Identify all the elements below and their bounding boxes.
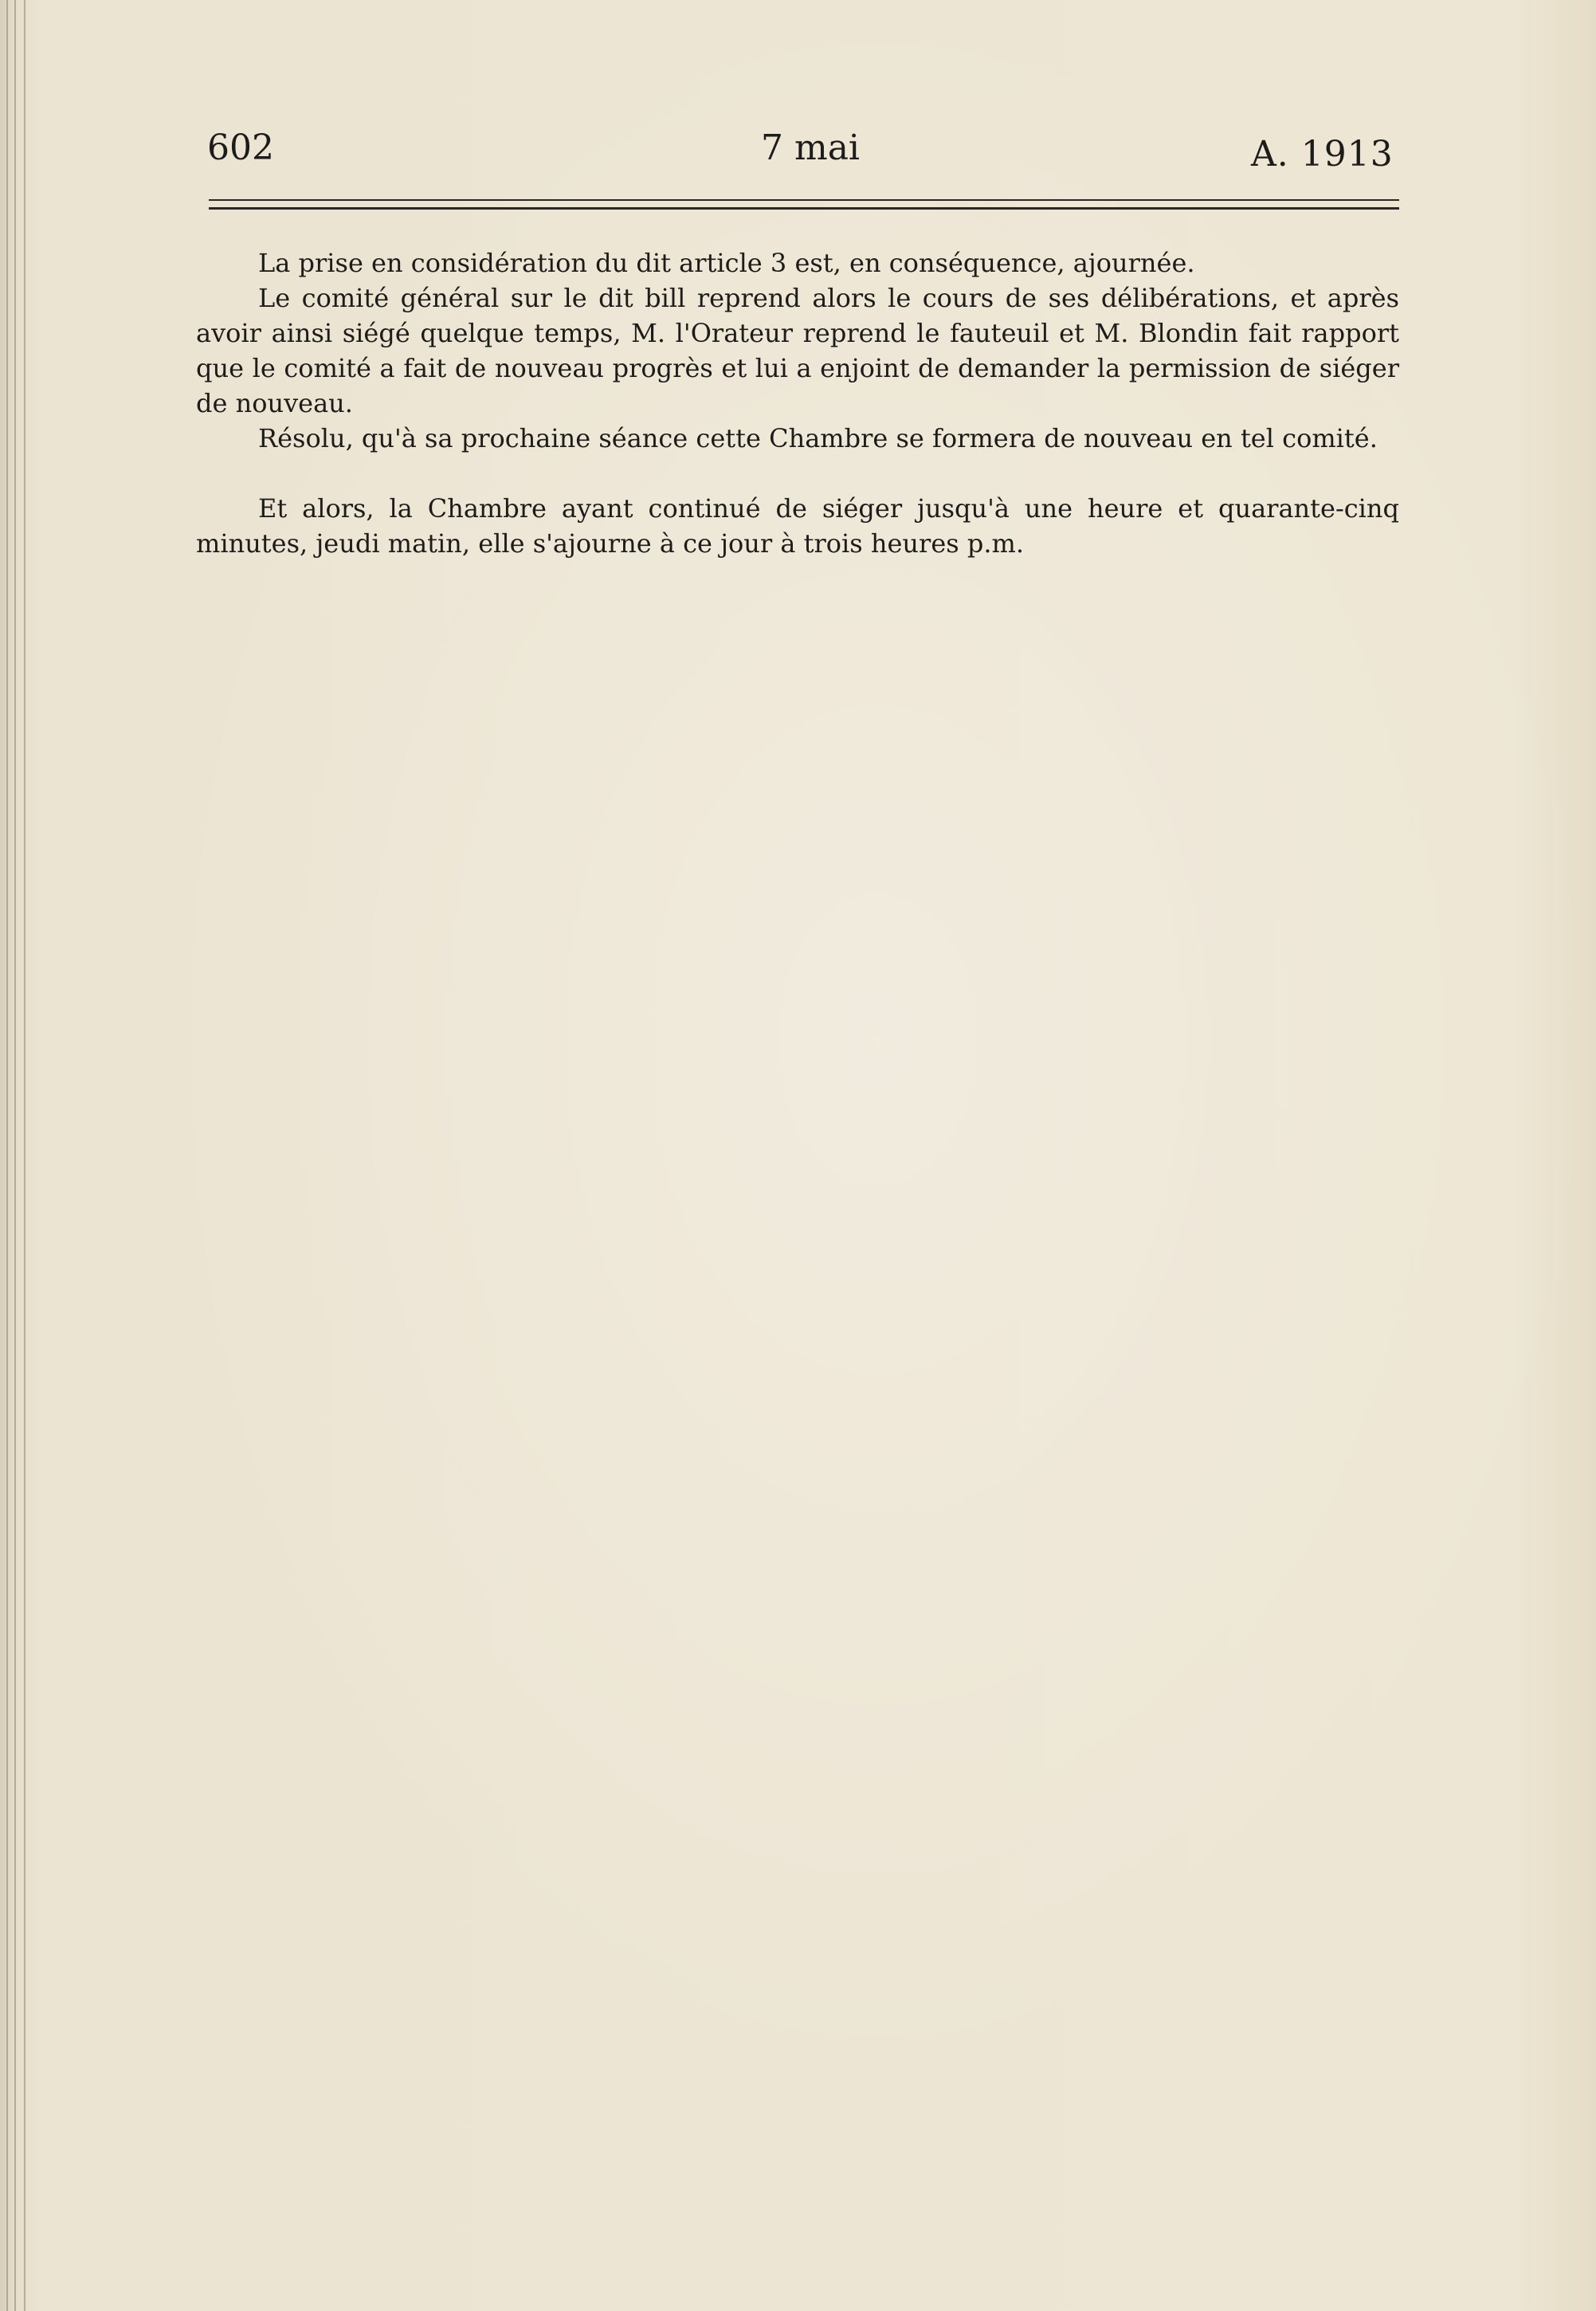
header-year: A. 1913: [1251, 134, 1394, 175]
page-number: 602: [207, 128, 274, 168]
gutter-line: [6, 0, 8, 2311]
header-rule-top: [209, 199, 1399, 201]
page-header: [0, 128, 1596, 175]
gutter-line: [24, 0, 25, 2311]
body-text: [196, 245, 1399, 561]
paragraph-resolution: Résolu, qu'à sa prochaine séance cette Chambre se formera de nouveau en tel comité.: [258, 423, 1378, 453]
header-rule-bottom: [209, 207, 1399, 210]
paragraph-ajournement: La prise en considération du dit article 3 est, en conséquence, ajournée.: [258, 248, 1195, 278]
paragraph-comite: Le comité général sur le dit bill reprend alors le cours de ses délibérations, et après avoir ainsi siégé quelque temps, M. l'Orateur reprend le fauteuil et M. Blondin fait rapport que le comité a fait de nouveau progrès et lui a enjoint de demander la permission de siéger de nouveau.: [196, 283, 1399, 418]
gutter-line: [14, 0, 16, 2311]
header-date: 7 mai: [761, 128, 861, 168]
paragraph-ajournement-chambre: Et alors, la Chambre ayant continué de siéger jusqu'à une heure et quarante-cinq minutes, jeudi matin, elle s'ajourne à ce jour à trois heures p.m.: [196, 493, 1399, 559]
